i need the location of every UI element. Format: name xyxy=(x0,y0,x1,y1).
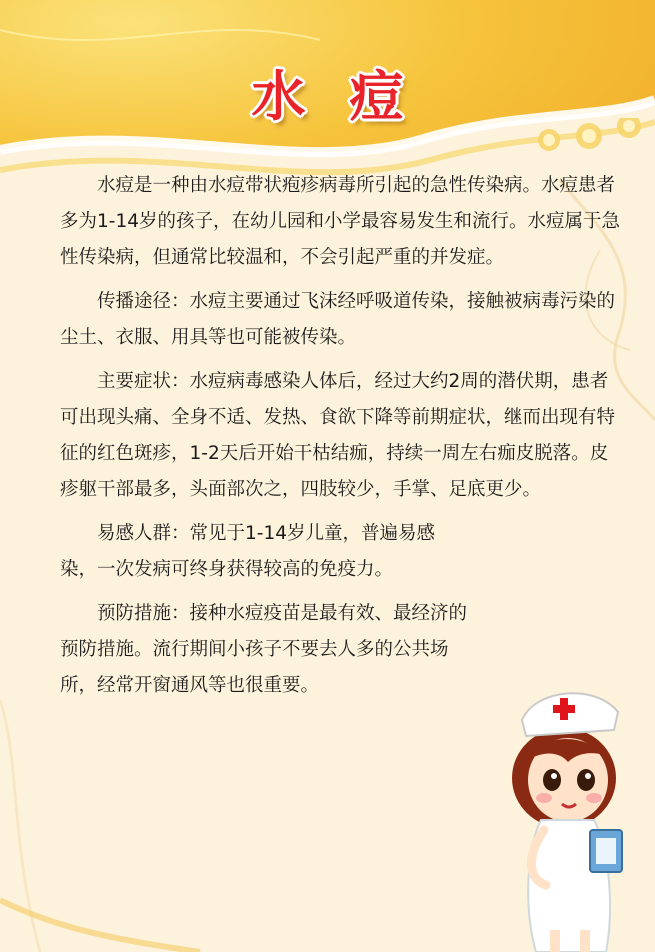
article-body xyxy=(60,168,625,712)
paragraph-transmission: 传播途径：水痘主要通过飞沫经呼吸道传染，接触被病毒污染的尘土、衣服、用具等也可能被传染。 xyxy=(60,291,616,348)
nurse-illustration xyxy=(486,680,655,952)
paragraph-symptoms: 主要症状：水痘病毒感染人体后，经过大约2周的潜伏期，患者可出现头痛、全身不适、发热、食欲下降等前期症状，继而出现有特征的红色斑疹，1-2天后开始干枯结痂，持续一周左右痂皮脱落。皮疹躯干部最多，头面部次之，四肢较少，手掌、足底更少。 xyxy=(60,371,616,500)
paragraph-susceptible: 易感人群：常见于1-14岁儿童，普遍易感染，一次发病可终身获得较高的免疫力。 xyxy=(60,523,435,580)
paragraph-prevention: 预防措施：接种水痘疫苗是最有效、最经济的预防措施。流行期间小孩子不要去人多的公共场所，经常开窗通风等也很重要。 xyxy=(60,603,468,696)
page-title: 水痘 xyxy=(251,64,448,128)
title-container xyxy=(0,52,655,132)
paragraph-intro: 水痘是一种由水痘带状疱疹病毒所引起的急性传染病。水痘患者多为1-14岁的孩子，在幼儿园和小学最容易发生和流行。水痘属于急性传染病，但通常比较温和，不会引起严重的并发症。 xyxy=(60,175,620,268)
